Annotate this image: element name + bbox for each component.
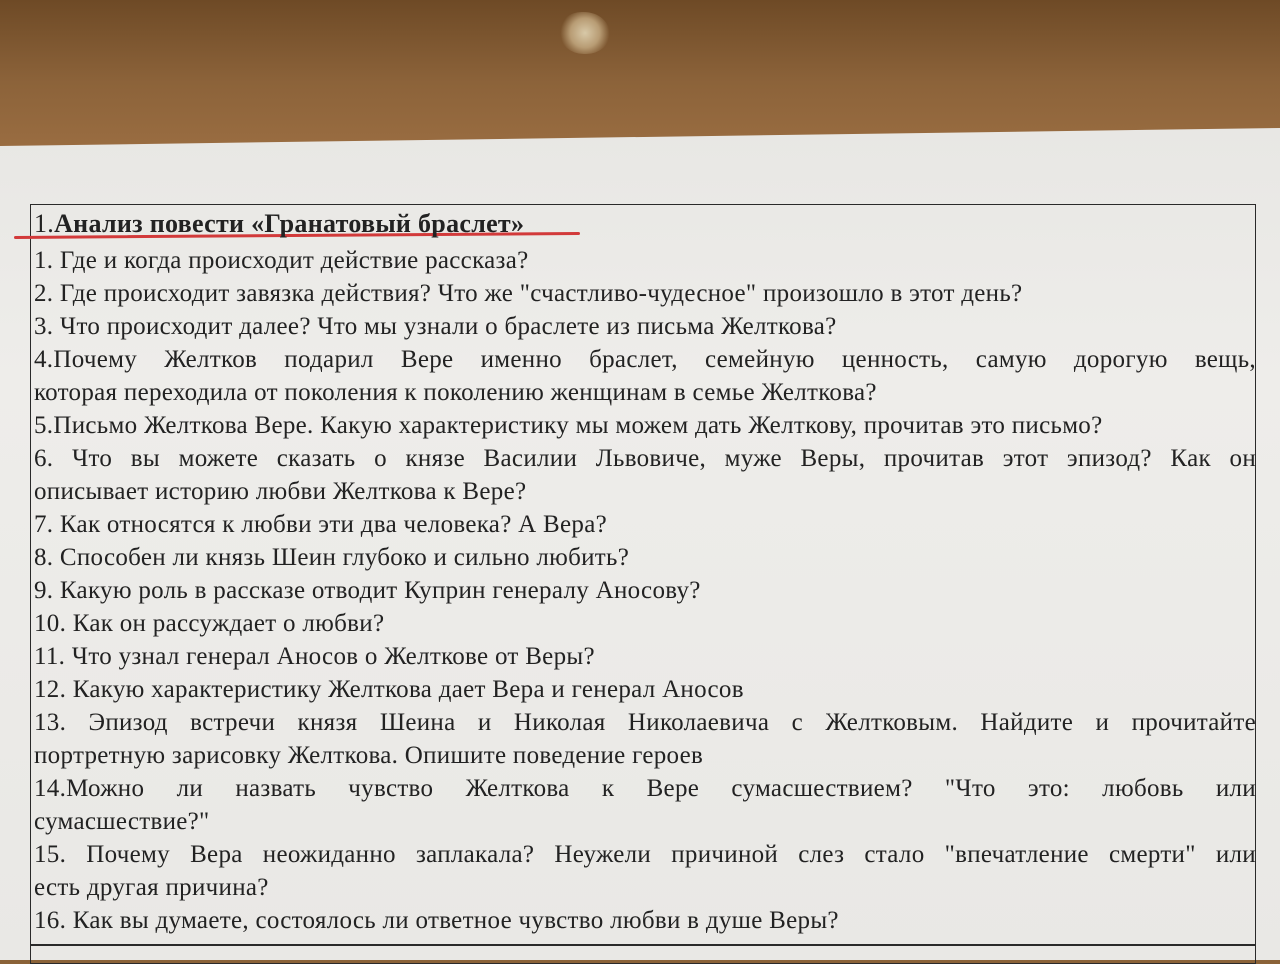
question-line: 16. Как вы думаете, состоялось ли ответное чувство любви в душе Веры?: [34, 907, 839, 934]
question-line: 8. Способен ли князь Шеин глубоко и сильно любить?: [34, 544, 630, 571]
question-line: описывает историю любви Желткова к Вере?: [34, 478, 527, 505]
question-line: 15. Почему Вера неожиданно заплакала? Неужели причиной слез стало "впечатление смерти" или: [34, 841, 1256, 868]
question-line: которая переходила от поколения к поколению женщинам в семье Желткова?: [34, 379, 877, 406]
question-line: 14.Можно ли назвать чувство Желткова к Вере сумасшествием? "Что это: любовь или: [34, 775, 1256, 802]
title-number: 1.: [34, 209, 55, 238]
title-text: Анализ повести «Гранатовый браслет»: [54, 209, 525, 238]
question-line: 5.Письмо Желткова Вере. Какую характеристику мы можем дать Желткову, прочитав это письмо?: [34, 412, 1103, 439]
document-title: [34, 204, 1256, 244]
question-line: 1. Где и когда происходит действие рассказа?: [34, 247, 529, 274]
question-line: 10. Как он рассуждает о любви?: [34, 610, 385, 637]
question-line: сумасшествие?": [34, 808, 210, 835]
question-line: 3. Что происходит далее? Что мы узнали о браслете из письма Желткова?: [34, 313, 837, 340]
question-line: 7. Как относятся к любви эти два человека? А Вера?: [34, 511, 608, 538]
question-line: 6. Что вы можете сказать о князе Василии Львовиче, муже Веры, прочитав этот эпизод? Как он: [34, 445, 1256, 472]
question-line: 9. Какую роль в рассказе отводит Куприн генералу Аносову?: [34, 577, 701, 604]
question-line: 11. Что узнал генерал Аносов о Желткове от Веры?: [34, 643, 595, 670]
question-line: есть другая причина?: [34, 874, 269, 901]
question-line: 12. Какую характеристику Желткова дает Вера и генерал Аносов: [34, 676, 744, 703]
question-line: портретную зарисовку Желткова. Опишите поведение героев: [34, 742, 704, 769]
question-line: 13. Эпизод встречи князя Шеина и Николая Николаевича с Желтковым. Найдите и прочитайте: [34, 709, 1256, 736]
wooden-desk-background: [0, 0, 1280, 150]
question-line: 2. Где происходит завязка действия? Что же "счастливо-чудесное" произошло в этот день?: [34, 280, 1023, 307]
table-row-divider: [30, 944, 1256, 946]
document-text: [34, 204, 1256, 937]
question-line: 4.Почему Желтков подарил Вере именно браслет, семейную ценность, самую дорогую вещь,: [34, 346, 1256, 373]
desk-wood-knot: [560, 12, 610, 54]
